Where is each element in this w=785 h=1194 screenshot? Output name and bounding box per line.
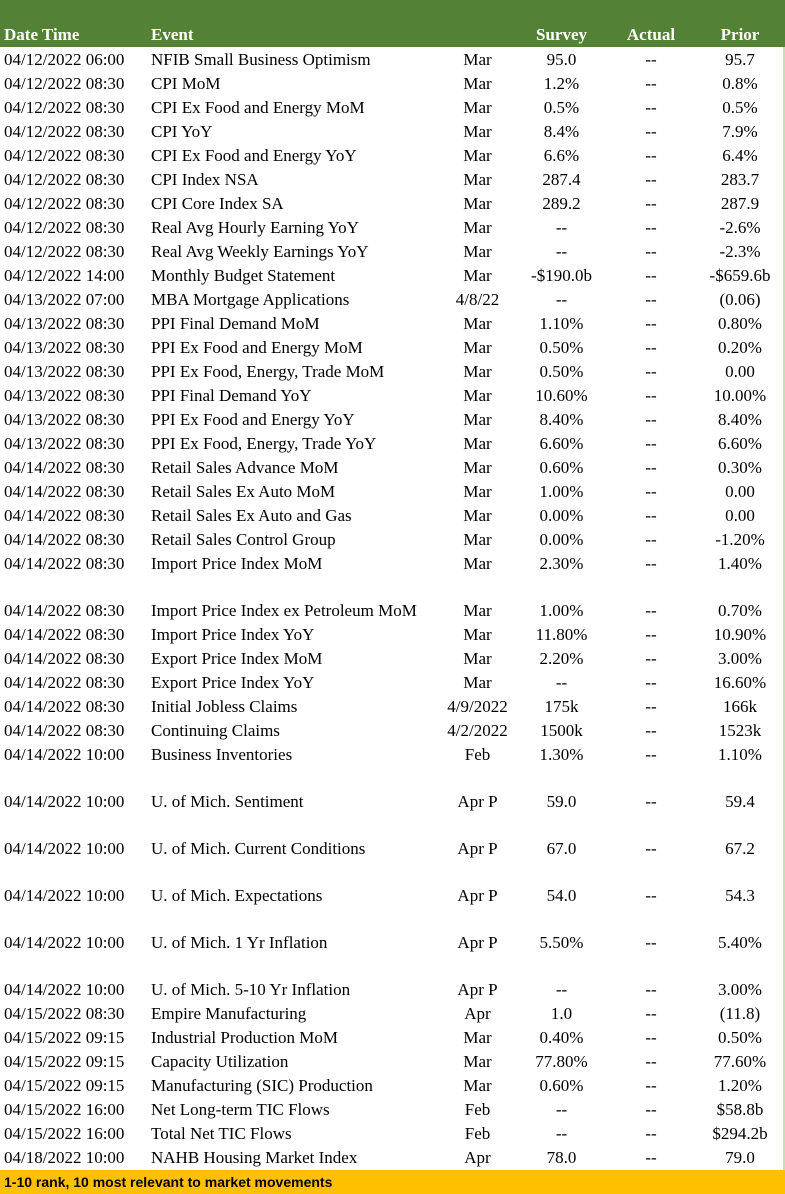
row-date-time: 04/14/2022 08:30 xyxy=(4,625,125,644)
row-prior: 54.3 xyxy=(725,886,755,905)
row-actual: -- xyxy=(645,290,657,309)
row-date-time: 04/14/2022 08:30 xyxy=(4,721,125,740)
row-period: Feb xyxy=(464,1100,491,1119)
table-row xyxy=(0,670,785,694)
row-survey: 1.0 xyxy=(550,1004,573,1023)
row-survey: 2.20% xyxy=(539,649,584,668)
table-row xyxy=(0,71,785,95)
row-date-time: 04/14/2022 08:30 xyxy=(4,649,125,668)
row-event: NFIB Small Business Optimism xyxy=(151,50,371,69)
row-survey: -- xyxy=(555,1124,568,1143)
row-actual: -- xyxy=(645,1028,657,1047)
row-event: Industrial Production MoM xyxy=(151,1028,338,1047)
row-actual: -- xyxy=(645,482,657,501)
row-survey: 1.10% xyxy=(539,314,584,333)
row-actual: -- xyxy=(645,1100,657,1119)
table-row xyxy=(0,527,785,551)
row-prior: 95.7 xyxy=(725,50,755,69)
row-date-time: 04/15/2022 09:15 xyxy=(4,1028,125,1047)
row-survey: 95.0 xyxy=(546,50,577,69)
header-survey: Survey xyxy=(536,25,587,44)
row-date-time: 04/14/2022 08:30 xyxy=(4,458,125,477)
row-actual: -- xyxy=(645,386,657,405)
table-row xyxy=(0,167,785,191)
row-prior: -$659.6b xyxy=(709,266,771,285)
row-date-time: 04/14/2022 10:00 xyxy=(4,839,125,858)
row-prior: 10.90% xyxy=(713,625,767,644)
row-event: CPI MoM xyxy=(151,74,221,93)
row-actual: -- xyxy=(645,745,657,764)
row-event: Empire Manufacturing xyxy=(151,1004,307,1023)
row-prior: -2.6% xyxy=(719,218,761,237)
row-period: Mar xyxy=(463,506,492,525)
table-row xyxy=(0,383,785,407)
row-event: Initial Jobless Claims xyxy=(151,697,298,716)
row-survey: 0.40% xyxy=(539,1028,584,1047)
row-event: Import Price Index MoM xyxy=(151,554,323,573)
row-prior: 77.60% xyxy=(713,1052,767,1071)
table-row xyxy=(0,551,785,575)
row-prior: 0.00 xyxy=(725,506,755,525)
row-event: MBA Mortgage Applications xyxy=(151,290,350,309)
row-prior: 1.20% xyxy=(718,1076,762,1095)
row-actual: -- xyxy=(645,1004,657,1023)
row-actual: -- xyxy=(645,194,657,213)
row-actual: -- xyxy=(645,98,657,117)
row-event: Total Net TIC Flows xyxy=(151,1124,292,1143)
table-row xyxy=(0,239,785,263)
row-period: Mar xyxy=(463,98,492,117)
row-date-time: 04/15/2022 09:15 xyxy=(4,1076,125,1095)
row-event: Real Avg Hourly Earning YoY xyxy=(151,218,359,237)
row-prior: 10.00% xyxy=(713,386,767,405)
table-row xyxy=(0,766,785,813)
row-period: Feb xyxy=(464,745,491,764)
row-prior: 283.7 xyxy=(720,170,760,189)
header-event: Event xyxy=(151,25,194,44)
row-date-time: 04/15/2022 16:00 xyxy=(4,1124,125,1143)
row-period: Mar xyxy=(463,410,492,429)
row-date-time: 04/13/2022 08:30 xyxy=(4,338,125,357)
row-survey: 6.6% xyxy=(543,146,580,165)
row-date-time: 04/14/2022 08:30 xyxy=(4,554,125,573)
row-actual: -- xyxy=(645,601,657,620)
row-period: Mar xyxy=(463,218,492,237)
row-period: Mar xyxy=(463,673,492,692)
header-actual: Actual xyxy=(626,25,676,44)
row-event: PPI Final Demand YoY xyxy=(151,386,312,405)
row-event: PPI Final Demand MoM xyxy=(151,314,320,333)
row-date-time: 04/13/2022 08:30 xyxy=(4,410,125,429)
row-event: U. of Mich. 5-10 Yr Inflation xyxy=(151,980,351,999)
row-event: CPI Core Index SA xyxy=(151,194,284,213)
table-row xyxy=(0,1121,785,1145)
table-row xyxy=(0,359,785,383)
row-event: Real Avg Weekly Earnings YoY xyxy=(151,242,369,261)
row-event: U. of Mich. Current Conditions xyxy=(151,839,366,858)
row-period: Mar xyxy=(463,458,492,477)
row-period: Mar xyxy=(463,194,492,213)
table-row xyxy=(0,1001,785,1025)
row-event: CPI Index NSA xyxy=(151,170,259,189)
row-date-time: 04/13/2022 08:30 xyxy=(4,314,125,333)
row-period: Mar xyxy=(463,649,492,668)
row-date-time: 04/13/2022 07:00 xyxy=(4,290,125,309)
row-date-time: 04/12/2022 08:30 xyxy=(4,194,125,213)
row-survey: 0.60% xyxy=(539,1076,584,1095)
row-event: Manufacturing (SIC) Production xyxy=(151,1076,373,1095)
row-actual: -- xyxy=(645,314,657,333)
row-event: PPI Ex Food, Energy, Trade MoM xyxy=(151,362,385,381)
table-row xyxy=(0,95,785,119)
row-actual: -- xyxy=(645,266,657,285)
row-event: Net Long-term TIC Flows xyxy=(151,1100,330,1119)
row-actual: -- xyxy=(645,458,657,477)
table-row xyxy=(0,143,785,167)
row-prior: 287.9 xyxy=(720,194,760,213)
row-date-time: 04/14/2022 10:00 xyxy=(4,933,125,952)
row-date-time: 04/14/2022 10:00 xyxy=(4,886,125,905)
row-period: Mar xyxy=(463,338,492,357)
row-event: Capacity Utilization xyxy=(151,1052,289,1071)
row-event: Import Price Index ex Petroleum MoM xyxy=(151,601,417,620)
row-actual: -- xyxy=(645,839,657,858)
row-date-time: 04/13/2022 08:30 xyxy=(4,362,125,381)
row-date-time: 04/18/2022 10:00 xyxy=(4,1148,125,1167)
row-prior: 0.30% xyxy=(718,458,762,477)
row-event: Monthly Budget Statement xyxy=(151,266,336,285)
row-prior: 0.8% xyxy=(722,74,758,93)
row-event: PPI Ex Food, Energy, Trade YoY xyxy=(151,434,377,453)
table-row xyxy=(0,479,785,503)
row-date-time: 04/13/2022 08:30 xyxy=(4,386,125,405)
row-date-time: 04/12/2022 08:30 xyxy=(4,146,125,165)
row-date-time: 04/13/2022 08:30 xyxy=(4,434,125,453)
row-prior: 0.70% xyxy=(718,601,762,620)
row-prior: 0.00 xyxy=(725,362,755,381)
table-row xyxy=(0,1097,785,1121)
table-row xyxy=(0,119,785,143)
row-prior: 3.00% xyxy=(718,649,762,668)
row-survey: 287.4 xyxy=(542,170,581,189)
table-row xyxy=(0,1049,785,1073)
row-period: Apr P xyxy=(457,839,498,858)
table-row xyxy=(0,263,785,287)
row-period: 4/9/2022 xyxy=(447,697,508,716)
row-survey: 54.0 xyxy=(546,886,577,905)
row-event: Continuing Claims xyxy=(151,721,280,740)
row-survey: 77.80% xyxy=(535,1052,588,1071)
row-survey: 0.5% xyxy=(543,98,580,117)
row-survey: -$190.0b xyxy=(531,266,592,285)
row-survey: -- xyxy=(555,1100,568,1119)
row-actual: -- xyxy=(645,170,657,189)
row-survey: 1.2% xyxy=(543,74,580,93)
row-actual: -- xyxy=(645,886,657,905)
row-survey: 0.00% xyxy=(539,506,584,525)
row-actual: -- xyxy=(645,625,657,644)
row-event: Retail Sales Control Group xyxy=(151,530,336,549)
row-date-time: 04/14/2022 08:30 xyxy=(4,697,125,716)
row-prior: -1.20% xyxy=(715,530,765,549)
table-row xyxy=(0,503,785,527)
row-prior: 0.20% xyxy=(718,338,762,357)
row-actual: -- xyxy=(645,50,657,69)
header-date-time: Date Time xyxy=(4,25,80,44)
row-actual: -- xyxy=(645,338,657,357)
row-period: Mar xyxy=(463,482,492,501)
row-survey: -- xyxy=(555,242,568,261)
row-event: PPI Ex Food and Energy YoY xyxy=(151,410,355,429)
row-period: Mar xyxy=(463,625,492,644)
row-period: 4/2/2022 xyxy=(447,721,508,740)
row-date-time: 04/12/2022 08:30 xyxy=(4,122,125,141)
footer-note-bar xyxy=(0,1170,785,1194)
row-actual: -- xyxy=(645,697,657,716)
row-event: CPI Ex Food and Energy MoM xyxy=(151,98,365,117)
row-actual: -- xyxy=(645,242,657,261)
row-date-time: 04/14/2022 10:00 xyxy=(4,980,125,999)
row-survey: 0.00% xyxy=(539,530,584,549)
row-actual: -- xyxy=(645,980,657,999)
row-prior: (11.8) xyxy=(719,1004,761,1023)
table-row xyxy=(0,860,785,907)
row-actual: -- xyxy=(645,122,657,141)
row-prior: 0.50% xyxy=(718,1028,762,1047)
row-event: Export Price Index MoM xyxy=(151,649,323,668)
row-date-time: 04/14/2022 08:30 xyxy=(4,601,125,620)
row-survey: 59.0 xyxy=(546,792,577,811)
row-period: Mar xyxy=(463,386,492,405)
row-survey: -- xyxy=(555,673,568,692)
table-header xyxy=(0,0,785,47)
row-prior: 0.5% xyxy=(722,98,758,117)
row-survey: 11.80% xyxy=(535,625,588,644)
row-actual: -- xyxy=(645,1124,657,1143)
row-survey: 1.00% xyxy=(539,482,584,501)
row-event: CPI Ex Food and Energy YoY xyxy=(151,146,357,165)
row-period: Mar xyxy=(463,1028,492,1047)
table-row xyxy=(0,1145,785,1169)
row-period: Mar xyxy=(463,50,492,69)
row-actual: -- xyxy=(645,530,657,549)
row-actual: -- xyxy=(645,410,657,429)
table-row xyxy=(0,215,785,239)
row-prior: 16.60% xyxy=(713,673,767,692)
row-period: Apr P xyxy=(457,792,498,811)
row-period: Mar xyxy=(463,362,492,381)
row-period: Apr xyxy=(464,1004,491,1023)
row-prior: 166k xyxy=(723,697,757,716)
row-actual: -- xyxy=(645,1148,657,1167)
row-survey: 289.2 xyxy=(542,194,581,213)
row-event: Export Price Index YoY xyxy=(151,673,315,692)
row-event: PPI Ex Food and Energy MoM xyxy=(151,338,363,357)
row-date-time: 04/15/2022 16:00 xyxy=(4,1100,125,1119)
row-date-time: 04/12/2022 08:30 xyxy=(4,98,125,117)
row-date-time: 04/12/2022 08:30 xyxy=(4,242,125,261)
row-date-time: 04/14/2022 10:00 xyxy=(4,745,125,764)
row-event: NAHB Housing Market Index xyxy=(151,1148,358,1167)
row-actual: -- xyxy=(645,74,657,93)
row-survey: 0.60% xyxy=(539,458,584,477)
row-prior: 67.2 xyxy=(725,839,755,858)
row-actual: -- xyxy=(645,933,657,952)
table-row xyxy=(0,287,785,311)
row-period: Apr xyxy=(464,1148,491,1167)
row-period: Feb xyxy=(464,1124,491,1143)
row-actual: -- xyxy=(645,362,657,381)
table-row xyxy=(0,335,785,359)
row-period: Mar xyxy=(463,314,492,333)
row-actual: -- xyxy=(645,721,657,740)
row-actual: -- xyxy=(645,792,657,811)
row-date-time: 04/15/2022 09:15 xyxy=(4,1052,125,1071)
row-survey: 78.0 xyxy=(546,1148,577,1167)
row-date-time: 04/12/2022 08:30 xyxy=(4,218,125,237)
row-actual: -- xyxy=(645,506,657,525)
table-row xyxy=(0,311,785,335)
row-actual: -- xyxy=(645,146,657,165)
row-prior: 7.9% xyxy=(722,122,758,141)
row-prior: 6.60% xyxy=(718,434,762,453)
table-row xyxy=(0,191,785,215)
row-survey: -- xyxy=(555,980,568,999)
table-row xyxy=(0,694,785,718)
row-period: Mar xyxy=(463,122,492,141)
row-date-time: 04/12/2022 08:30 xyxy=(4,74,125,93)
table-row xyxy=(0,455,785,479)
row-event: U. of Mich. 1 Yr Inflation xyxy=(151,933,328,952)
row-prior: 1523k xyxy=(718,721,762,740)
row-date-time: 04/12/2022 06:00 xyxy=(4,50,125,69)
row-prior: $294.2b xyxy=(712,1124,768,1143)
row-prior: 8.40% xyxy=(718,410,762,429)
row-event: U. of Mich. Sentiment xyxy=(151,792,304,811)
row-actual: -- xyxy=(645,649,657,668)
row-actual: -- xyxy=(645,434,657,453)
table-row xyxy=(0,431,785,455)
row-prior: 1.40% xyxy=(718,554,762,573)
row-event: U. of Mich. Expectations xyxy=(151,886,323,905)
row-date-time: 04/14/2022 08:30 xyxy=(4,506,125,525)
row-survey: 1.30% xyxy=(539,745,584,764)
row-event: Retail Sales Ex Auto and Gas xyxy=(151,506,352,525)
row-survey: 175k xyxy=(544,697,579,716)
row-survey: 10.60% xyxy=(535,386,588,405)
row-prior: -2.3% xyxy=(719,242,761,261)
row-date-time: 04/15/2022 08:30 xyxy=(4,1004,125,1023)
table-row xyxy=(0,646,785,670)
row-event: CPI YoY xyxy=(151,122,213,141)
row-period: Mar xyxy=(463,242,492,261)
row-prior: 6.4% xyxy=(722,146,758,165)
row-survey: -- xyxy=(555,218,568,237)
row-date-time: 04/12/2022 08:30 xyxy=(4,170,125,189)
header-prior: Prior xyxy=(720,25,760,44)
row-survey: 1.00% xyxy=(539,601,584,620)
row-event: Retail Sales Advance MoM xyxy=(151,458,339,477)
row-actual: -- xyxy=(645,673,657,692)
row-survey: -- xyxy=(555,290,568,309)
row-actual: -- xyxy=(645,218,657,237)
table-row xyxy=(0,1073,785,1097)
row-survey: 5.50% xyxy=(539,933,584,952)
row-period: Mar xyxy=(463,170,492,189)
row-period: Mar xyxy=(463,1052,492,1071)
row-date-time: 04/14/2022 08:30 xyxy=(4,482,125,501)
table-row xyxy=(0,622,785,646)
row-survey: 0.50% xyxy=(539,338,584,357)
row-prior: $58.8b xyxy=(716,1100,764,1119)
table-body xyxy=(0,47,785,1169)
row-prior: 3.00% xyxy=(718,980,762,999)
row-period: Mar xyxy=(463,530,492,549)
row-prior: 79.0 xyxy=(725,1148,755,1167)
row-event: Retail Sales Ex Auto MoM xyxy=(151,482,336,501)
row-survey: 8.40% xyxy=(539,410,584,429)
table-row xyxy=(0,813,785,860)
row-event: Business Inventories xyxy=(151,745,293,764)
row-survey: 67.0 xyxy=(546,839,577,858)
row-period: Apr P xyxy=(457,886,498,905)
row-prior: (0.06) xyxy=(719,290,761,309)
table-row xyxy=(0,407,785,431)
row-date-time: 04/14/2022 08:30 xyxy=(4,673,125,692)
row-actual: -- xyxy=(645,554,657,573)
row-date-time: 04/14/2022 08:30 xyxy=(4,530,125,549)
table-row xyxy=(0,907,785,954)
row-survey: 6.60% xyxy=(539,434,584,453)
footer-note: 1-10 rank, 10 most relevant to market movements xyxy=(4,1174,333,1190)
row-period: Mar xyxy=(463,554,492,573)
row-period: Mar xyxy=(463,434,492,453)
row-period: Apr P xyxy=(457,933,498,952)
table-row xyxy=(0,718,785,742)
row-prior: 1.10% xyxy=(718,745,762,764)
row-period: Mar xyxy=(463,601,492,620)
row-survey: 8.4% xyxy=(543,122,580,141)
row-survey: 2.30% xyxy=(539,554,584,573)
table-row xyxy=(0,954,785,1001)
table-row xyxy=(0,47,785,71)
row-prior: 0.00 xyxy=(725,482,755,501)
row-prior: 59.4 xyxy=(725,792,755,811)
table-row xyxy=(0,1025,785,1049)
row-period: Mar xyxy=(463,74,492,93)
row-date-time: 04/14/2022 10:00 xyxy=(4,792,125,811)
row-date-time: 04/12/2022 14:00 xyxy=(4,266,125,285)
row-event: Import Price Index YoY xyxy=(151,625,315,644)
row-prior: 0.80% xyxy=(718,314,762,333)
row-survey: 0.50% xyxy=(539,362,584,381)
row-period: Apr P xyxy=(457,980,498,999)
row-period: Mar xyxy=(463,146,492,165)
row-period: Mar xyxy=(463,266,492,285)
row-prior: 5.40% xyxy=(718,933,762,952)
table-row xyxy=(0,742,785,766)
row-actual: -- xyxy=(645,1052,657,1071)
table-row xyxy=(0,575,785,622)
row-period: Mar xyxy=(463,1076,492,1095)
row-period: 4/8/22 xyxy=(455,290,500,309)
row-actual: -- xyxy=(645,1076,657,1095)
row-survey: 1500k xyxy=(540,721,583,740)
